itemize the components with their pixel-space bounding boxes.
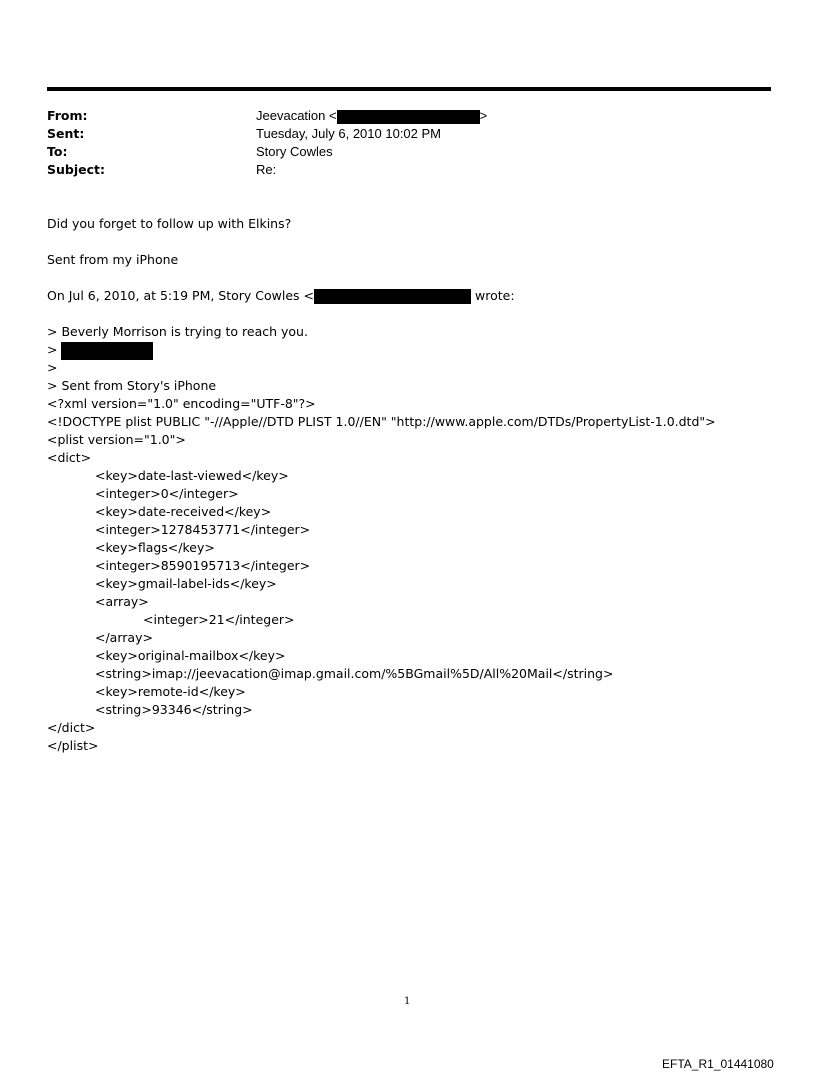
document-id: EFTA_R1_01441080 [662,1057,774,1071]
quoted-line: > [47,360,58,375]
from-suffix: > [479,108,488,123]
redaction-box [61,342,153,360]
xml-line: <integer>8590195713</integer> [95,558,311,573]
xml-line: <dict> [47,450,92,465]
xml-line: <key>flags</key> [95,540,215,555]
header-rule [47,87,771,91]
xml-line: <integer>21</integer> [143,612,295,627]
to-value: Story Cowles [256,144,333,159]
xml-line: </array> [95,630,153,645]
from-name: Jeevacation < [256,108,337,123]
sent-value: Tuesday, July 6, 2010 10:02 PM [256,126,441,141]
xml-line: <key>remote-id</key> [95,684,246,699]
quoted-line: > Beverly Morrison is trying to reach you. [47,324,308,339]
quoted-block [47,323,716,755]
subject-value: Re: [256,162,277,177]
quote-intro [47,287,515,305]
xml-line: <integer>1278453771</integer> [95,522,311,537]
xml-line: <key>date-received</key> [95,504,272,519]
xml-line: <string>93346</string> [95,702,253,717]
quote-intro-post: wrote: [475,288,515,303]
quoted-line-redacted [47,341,716,359]
from-value [256,107,487,125]
sent-label: Sent: [47,126,85,141]
to-label: To: [47,144,68,159]
quoted-marker: > [47,342,58,357]
xml-line: <integer>0</integer> [95,486,239,501]
xml-line: <array> [95,594,149,609]
xml-line: <key>original-mailbox</key> [95,648,286,663]
quoted-line: > Sent from Story's iPhone [47,378,217,393]
xml-line: <plist version="1.0"> [47,432,186,447]
page-number: 1 [404,996,411,1007]
quote-intro-pre: On Jul 6, 2010, at 5:19 PM, Story Cowles < [47,288,315,303]
redaction-box [337,110,480,124]
xml-line: <key>date-last-viewed</key> [95,468,289,483]
xml-line: </plist> [47,738,99,753]
message-line: Did you forget to follow up with Elkins? [47,216,292,231]
xml-line: </dict> [47,720,96,735]
xml-line: <string>imap://jeevacation@imap.gmail.com/%5BGmail%5D/All%20Mail</string> [95,666,614,681]
signature-line: Sent from my iPhone [47,252,179,267]
from-label: From: [47,108,88,123]
xml-line: <key>gmail-label-ids</key> [95,576,277,591]
subject-label: Subject: [47,162,105,177]
xml-line: <?xml version="1.0" encoding="UTF-8"?> [47,396,316,411]
redaction-box [314,289,471,304]
xml-line: <!DOCTYPE plist PUBLIC "-//Apple//DTD PLIST 1.0//EN" "http://www.apple.com/DTDs/PropertyList-1.0.dtd"> [47,414,716,429]
